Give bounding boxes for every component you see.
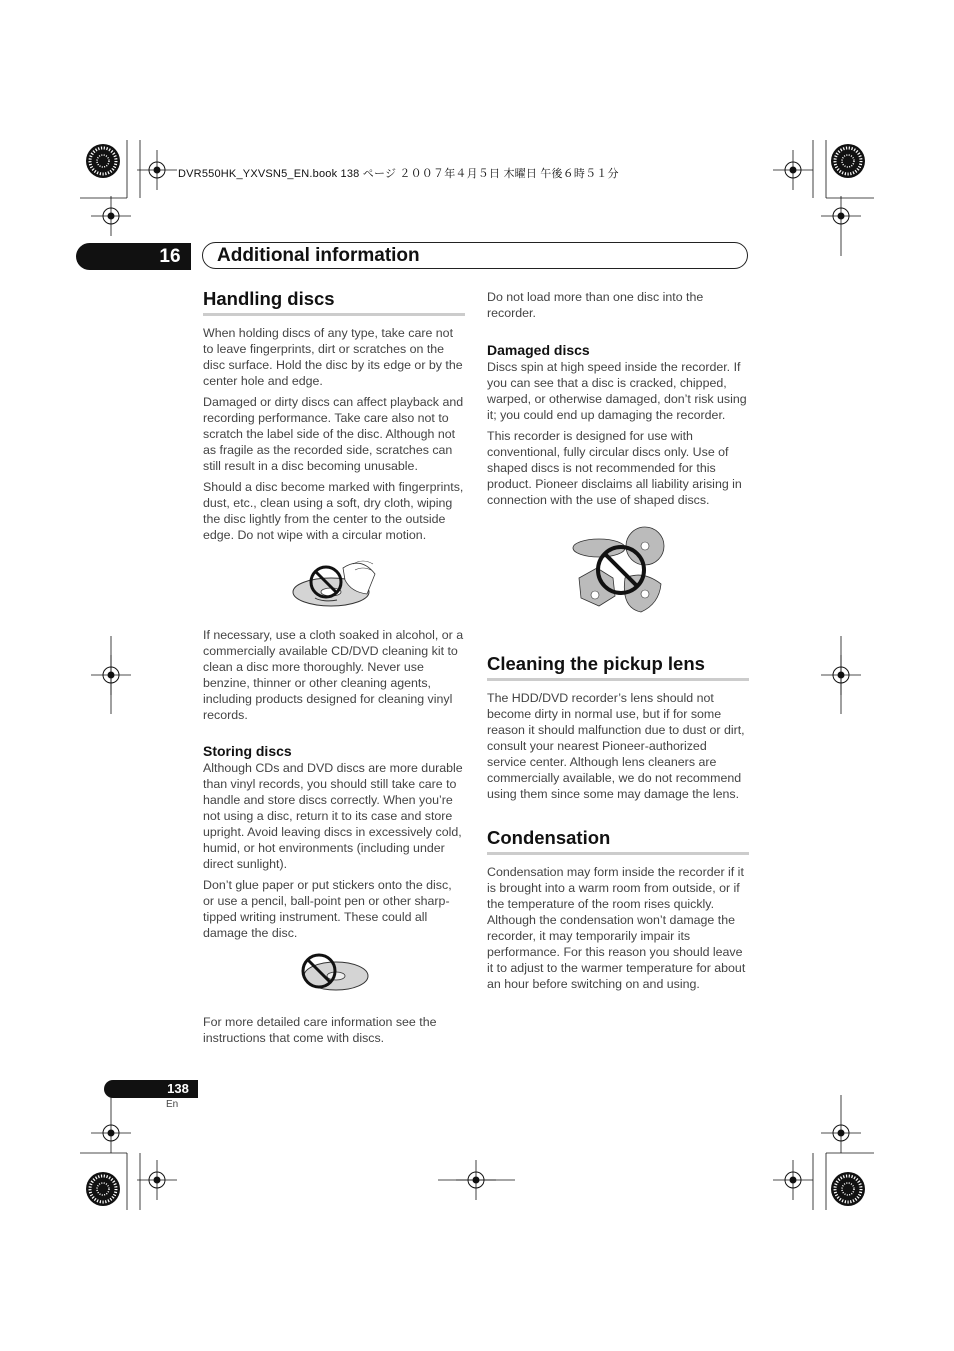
paragraph: This recorder is designed for use with conventional, fully circular discs only. Use of shaped discs is not recommended for this product. Pioneer disclaims all liability arising in connection with the use of shaped discs. — [487, 429, 742, 507]
paragraph: Don’t glue paper or put stickers onto the disc, or use a pencil, ball-point pen or other sharp-tipped writing instrument. These could all damage the disc. — [203, 878, 452, 940]
shaped-discs-illustration — [487, 518, 749, 618]
paragraph: The HDD/DVD recorder’s lens should not become dirty in normal use, but if for some reason it should malfunction due to dust or dirt, consult your nearest Pioneer-authorized service center. Although lens cleaners are commercially available, we do not recommend using them since some may damage the lens. — [487, 691, 745, 801]
right-column — [487, 289, 749, 997]
page-number: 138 — [167, 1081, 189, 1096]
paragraph: Condensation may form inside the recorder if it is brought into a warm room from outside, or if the temperature of the room rises quickly. Although the condensation won’t damage the recorder, it may temporarily impair its performance. For this reason you should leave it to adjust to the warmer temperature for about an hour before switching on and using. — [487, 865, 746, 991]
page-language: En — [166, 1099, 179, 1110]
left-column — [203, 288, 465, 1051]
sticker-disc-illustration — [203, 951, 465, 1009]
chapter-number: 16 — [159, 246, 181, 267]
wipe-disc-illustration — [203, 548, 465, 623]
heading-damaged-discs: Damaged discs — [487, 342, 590, 358]
paragraph: Should a disc become marked with fingerprints, dust, etc., clean using a soft, dry cloth, wiping the disc lightly from the center to the outside edge. Do not wipe with a circular motion. — [203, 480, 464, 542]
paragraph: Do not load more than one disc into the recorder. — [487, 290, 704, 320]
heading-storing-discs: Storing discs — [203, 743, 292, 759]
heading-condensation: Condensation — [487, 827, 749, 855]
file-header: DVR550HK_YXVSN5_EN.book 138 ページ ２００７年４月５日 木曜日 午後６時５１分 — [178, 168, 619, 180]
paragraph: Damaged or dirty discs can affect playback and recording performance. Take care also not to scratch the label side of the disc. Although not as fragile as the recorded side, scratches can still result in a disc becoming unusable. — [203, 395, 464, 473]
paragraph: If necessary, use a cloth soaked in alcohol, or a commercially available CD/DVD cleaning kit to clean a disc more thoroughly. Never use benzine, thinner or other cleaning agents, including products designed for cleaning vinyl records. — [203, 628, 464, 722]
paragraph: When holding discs of any type, take care not to leave fingerprints, dirt or scratches on the disc surface. Hold the disc by its edge or by the center hole and edge. — [203, 326, 463, 388]
heading-handling-discs: Handling discs — [203, 288, 465, 316]
chapter-title: Additional information — [217, 245, 420, 266]
paragraph: For more detailed care information see the instructions that come with discs. — [203, 1015, 437, 1045]
heading-cleaning-pickup-lens: Cleaning the pickup lens — [487, 653, 749, 681]
paragraph: Although CDs and DVD discs are more durable than vinyl records, you should still take care to handle and store discs correctly. When you’re not using a disc, return it to its case and store upright. Avoid leaving discs in excessively cold, humid, or hot environments (including under direct sunlight). — [203, 761, 463, 871]
paragraph: Discs spin at high speed inside the recorder. If you can see that a disc is cracked, chipped, warped, or otherwise damaged, don’t risk using it; you could end up damaging the recorder. — [487, 360, 747, 422]
